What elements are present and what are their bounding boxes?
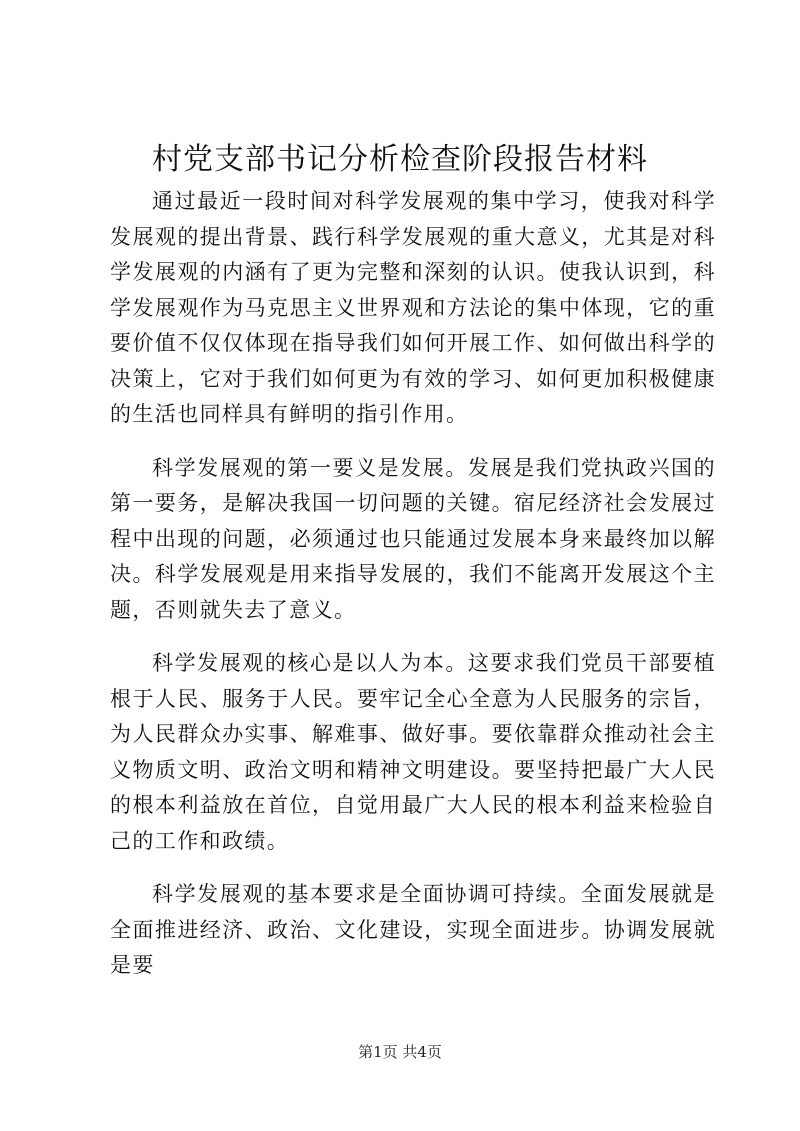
paragraph-3: 科学发展观的核心是以人为本。这要求我们党员干部要植根于人民、服务于人民。要牢记全心全意为人民服务的宗旨，为人民群众办实事、解难事、做好事。要依靠群众推动社会主义物质文明、政治文明和精神文明建设。要坚持把最广大人民的根本利益放在首位，自觉用最广大人民的根本利益来检验自己的工作和政绩。 [110, 651, 716, 853]
page-number-footer: 第1页 共4页 [358, 1043, 442, 1061]
paragraph-1: 通过最近一段时间对科学发展观的集中学习，使我对科学发展观的提出背景、践行科学发展观的重大意义，尤其是对科学发展观的内涵有了更为完整和深刻的认识。使我认识到，科学发展观作为马克思主义世界观和方法论的集中体现，它的重要价值不仅仅体现在指导我们如何开展工作、如何做出科学的决策上，它对于我们如何更为有效的学习、如何更加积极健康的生活也同样具有鲜明的指引作用。 [110, 189, 716, 426]
paragraph-2: 科学发展观的第一要义是发展。发展是我们党执政兴国的第一要务，是解决我国一切问题的关键。宿尼经济社会发展过程中出现的问题，必须通过也只能通过发展本身来最终加以解决。科学发展观是用来指导发展的，我们不能离开发展这个主题，否则就失去了意义。 [110, 455, 716, 622]
paragraph-4: 科学发展观的基本要求是全面协调可持续。全面发展就是全面推进经济、政治、文化建设，实现全面进步。协调发展就是要 [110, 882, 716, 977]
document-body [110, 184, 716, 984]
document-title: 村党支部书记分析检查阶段报告材料 [152, 142, 648, 177]
